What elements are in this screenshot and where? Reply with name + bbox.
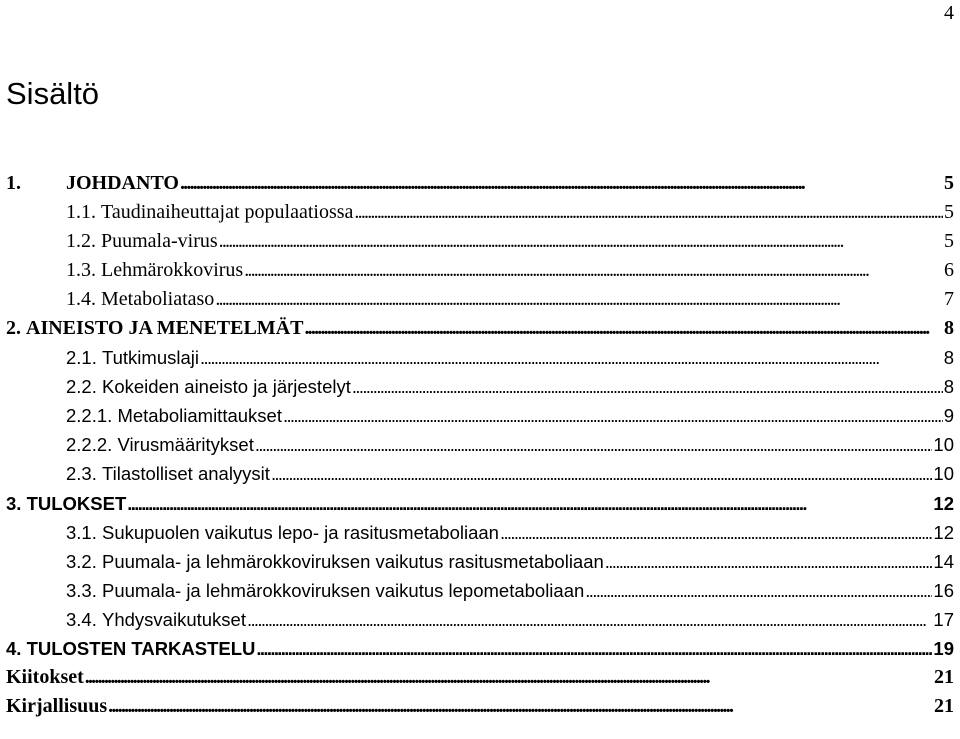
toc-entry-number: 3.3. <box>66 579 97 601</box>
toc-entry-page: 7 <box>944 288 954 311</box>
table-of-contents <box>6 169 954 721</box>
toc-entry-number: 3. <box>6 492 22 514</box>
toc-entry[interactable] <box>6 285 954 314</box>
toc-entry[interactable] <box>6 663 954 692</box>
toc-entry-number: 2.3. <box>66 463 97 485</box>
toc-dot-leader <box>500 518 932 547</box>
toc-entry-number: 1.2. <box>66 230 96 253</box>
toc-entry[interactable] <box>6 372 954 401</box>
toc-entry-number: 1.4. <box>66 288 96 311</box>
toc-dot-leader <box>352 372 943 401</box>
toc-dot-leader <box>108 692 933 721</box>
toc-entry-page: 10 <box>933 434 954 456</box>
toc-entry-page: 17 <box>933 608 954 630</box>
toc-entry-page: 8 <box>943 347 954 369</box>
toc-entry-number: 3.1. <box>66 521 97 543</box>
toc-entry-page: 21 <box>934 694 954 717</box>
toc-entry-number: 3.2. <box>66 550 97 572</box>
toc-entry[interactable] <box>6 518 954 547</box>
toc-dot-leader <box>85 663 933 692</box>
toc-entry-page: 9 <box>943 405 954 427</box>
toc-entry-title: Kokeiden aineisto ja järjestelyt <box>102 376 351 398</box>
toc-dot-leader <box>247 605 932 634</box>
toc-entry[interactable] <box>6 547 954 576</box>
toc-dot-leader <box>585 576 932 605</box>
toc-entry-page: 12 <box>933 492 954 514</box>
page-title: Sisältö <box>6 76 100 111</box>
toc-dot-leader <box>255 430 933 459</box>
toc-entry-number: 1.1. <box>66 201 96 224</box>
toc-dot-leader <box>219 227 943 256</box>
toc-entry-title: TULOSTEN TARKASTELU <box>26 637 256 659</box>
toc-entry-number: 1. <box>6 172 21 194</box>
toc-entry[interactable] <box>6 576 954 605</box>
toc-entry[interactable] <box>6 227 954 256</box>
toc-entry-title: TULOKSET <box>26 492 127 514</box>
toc-dot-leader <box>256 634 932 663</box>
toc-entry[interactable] <box>6 459 954 488</box>
toc-dot-leader <box>200 343 943 372</box>
toc-entry-title: JOHDANTO <box>66 172 179 194</box>
toc-dot-leader <box>354 198 943 227</box>
toc-entry-page: 21 <box>934 665 954 688</box>
toc-entry-page: 14 <box>933 550 954 572</box>
toc-dot-leader <box>127 489 932 518</box>
toc-entry-title: Kiitokset <box>6 665 84 688</box>
toc-dot-leader <box>215 285 943 314</box>
toc-entry-title: Kirjallisuus <box>6 694 108 717</box>
toc-entry-title: Tilastolliset analyysit <box>102 463 270 485</box>
toc-entry[interactable] <box>6 256 954 285</box>
toc-dot-leader <box>271 459 932 488</box>
toc-entry-title: Metaboliamittaukset <box>117 405 282 427</box>
toc-entry-title: AINEISTO JA MENETELMÄT <box>26 317 304 340</box>
toc-entry-title: Lehmärokkovirus <box>101 259 244 282</box>
page-number: 4 <box>944 2 954 24</box>
toc-entry[interactable] <box>6 489 954 518</box>
toc-entry-page: 5 <box>944 201 954 224</box>
toc-entry-page: 19 <box>933 637 954 659</box>
toc-dot-leader <box>304 314 943 343</box>
toc-entry-page: 12 <box>933 521 954 543</box>
toc-entry-page: 5 <box>944 230 954 253</box>
toc-dot-leader <box>605 547 933 576</box>
toc-dot-leader <box>244 256 943 285</box>
toc-entry-number: 2.2.2. <box>66 434 113 456</box>
toc-entry[interactable] <box>6 634 954 663</box>
toc-entry[interactable] <box>6 314 954 343</box>
toc-entry-number: 2.1. <box>66 347 97 369</box>
toc-entry-page: 16 <box>933 579 954 601</box>
toc-entry-number: 2. <box>6 317 21 340</box>
toc-entry-title: Taudinaiheuttajat populaatiossa <box>101 201 354 224</box>
toc-entry[interactable] <box>6 430 954 459</box>
toc-entry-page: 10 <box>933 463 954 485</box>
toc-entry-title: Puumala-virus <box>101 230 218 253</box>
toc-entry[interactable] <box>6 605 954 634</box>
toc-entry-page: 5 <box>944 172 954 194</box>
toc-entry[interactable] <box>6 169 954 198</box>
toc-entry-title: Puumala- ja lehmärokkoviruksen vaikutus lepometaboliaan <box>102 579 585 601</box>
toc-entry-number: 3.4. <box>66 608 97 630</box>
toc-entry-title: Puumala- ja lehmärokkoviruksen vaikutus rasitusmetaboliaan <box>102 550 604 572</box>
toc-dot-leader <box>283 401 943 430</box>
toc-entry-number: 4. <box>6 637 22 659</box>
toc-entry-number: 2.2. <box>66 376 97 398</box>
toc-entry[interactable] <box>6 401 954 430</box>
toc-entry-page: 6 <box>944 259 954 282</box>
toc-entry-title: Metaboliataso <box>101 288 215 311</box>
toc-entry[interactable] <box>6 692 954 721</box>
toc-entry[interactable] <box>6 198 954 227</box>
toc-entry-page: 8 <box>944 317 954 340</box>
toc-entry[interactable] <box>6 343 954 372</box>
toc-entry-title: Yhdysvaikutukset <box>102 608 246 630</box>
toc-entry-number: 2.2.1. <box>66 405 113 427</box>
toc-entry-title: Tutkimuslaji <box>102 347 199 369</box>
toc-entry-title: Sukupuolen vaikutus lepo- ja rasitusmetaboliaan <box>102 521 499 543</box>
toc-entry-number: 1.3. <box>66 259 96 282</box>
toc-dot-leader <box>180 169 943 198</box>
toc-entry-title: Virusmääritykset <box>117 434 254 456</box>
toc-entry-page: 8 <box>943 376 954 398</box>
